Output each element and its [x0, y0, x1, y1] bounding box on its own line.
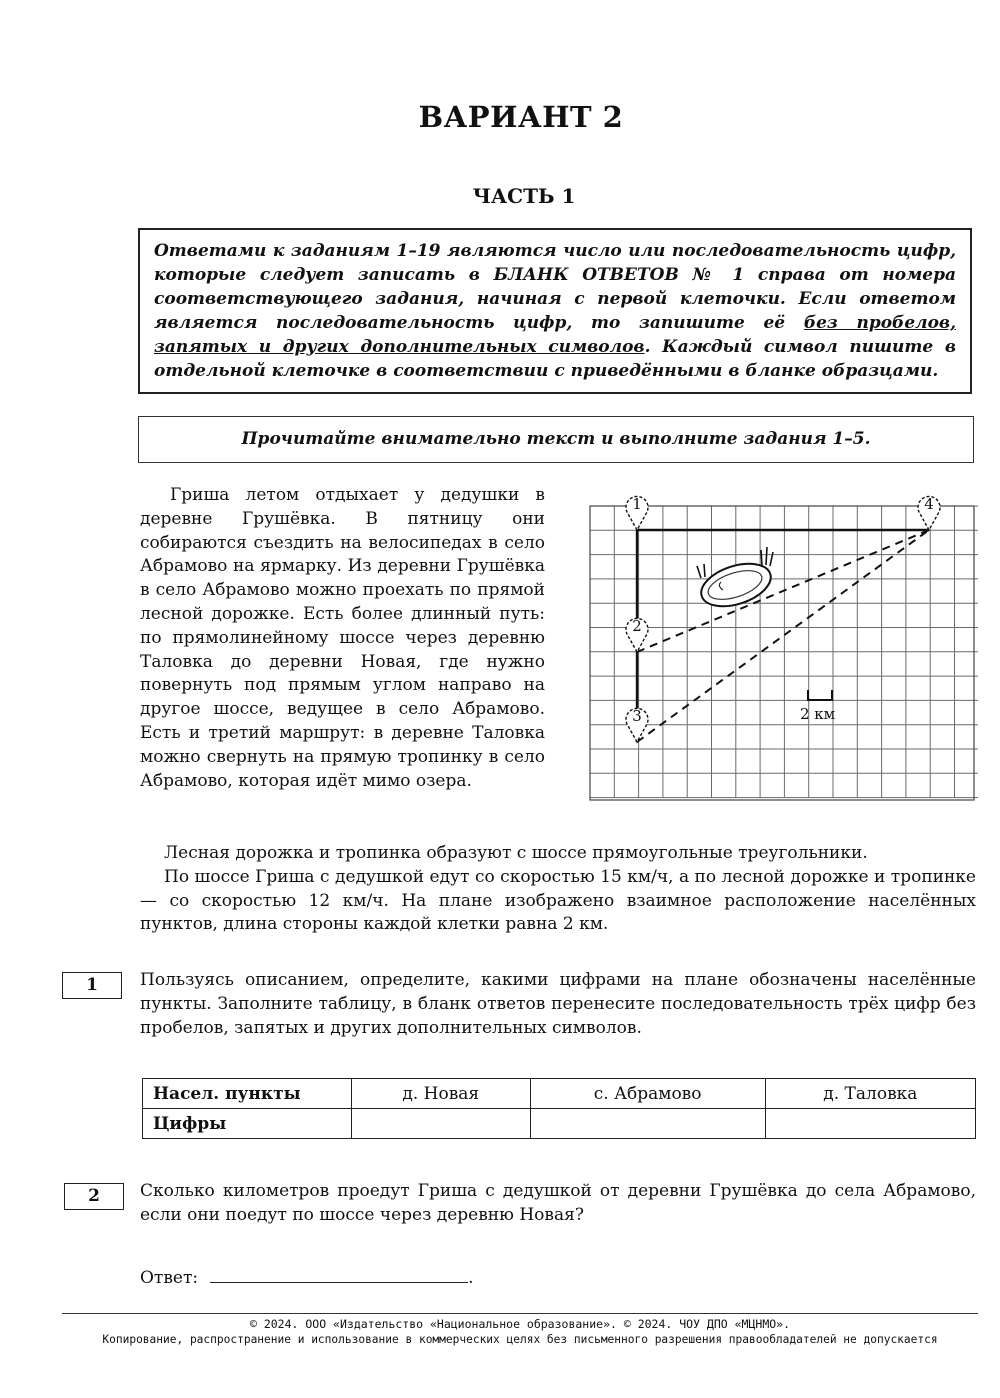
- task-1-number: 1: [62, 972, 122, 999]
- answer-label: Ответ:: [140, 1268, 199, 1288]
- story-paragraph-1: Гриша летом отдыхает у дедушки в деревне Грушёвка. В пятницу они собираются съездить на велосипедах в село Абрамово на ярмарку. Из деревни Грушёвка в село Абрамово можно проехать по прямой лесной дорожке. Есть более длинный путь: по прямолинейному шоссе через деревню Таловка до деревни Новая, где нужно повернуть под прямым углом направо на другое шоссе, ведущее в село Абрамово. Есть и третий маршрут: в деревне Таловка можно свернуть на прямую тропинку в село Абрамово, которая идёт мимо озера.: [140, 485, 545, 791]
- answer-line: Ответ: .: [140, 1264, 474, 1288]
- table-header-talovka: д. Таловка: [765, 1079, 975, 1109]
- map-grid: [590, 506, 978, 798]
- task-1-text: Пользуясь описанием, определите, какими цифрами на плане обозначены населённые пункты. Заполните таблицу, в бланк ответов перенесите последовательность трёх цифр без пробелов, запятых и других дополнительных символов.: [140, 970, 976, 1038]
- map-marker-4: [918, 495, 940, 530]
- story-continuation: [140, 842, 976, 937]
- footer-divider: [62, 1313, 978, 1314]
- instructions-underlined: без пробелов, запятых и других дополнительных символов: [154, 313, 956, 357]
- footer-notice: Копирование, распространение и использование в коммерческих целях без письменного разрешения правообладателей не допускается: [102, 1333, 938, 1346]
- instructions-box: [138, 228, 972, 394]
- table-header-abramovo: с. Абрамово: [530, 1079, 765, 1109]
- map-marker-1: [626, 495, 648, 530]
- story-paragraph-2: Лесная дорожка и тропинка образуют с шоссе прямоугольные треугольники.: [164, 843, 868, 863]
- task-2-number: 2: [64, 1183, 124, 1210]
- table-header-novaya: д. Новая: [352, 1079, 531, 1109]
- map-marker-label: 1: [632, 495, 642, 513]
- lake-path: [637, 530, 929, 742]
- scale-label: 2 км: [800, 705, 836, 723]
- answer-cell-talovka[interactable]: [765, 1109, 975, 1139]
- map-marker-label: 3: [632, 707, 642, 725]
- table-row-header-digits: Цифры: [143, 1109, 352, 1139]
- story-paragraph-3: По шоссе Гриша с дедушкой едут со скоростью 15 км/ч, а по лесной дорожке и тропинке — со скоростью 12 км/ч. На плане изображено взаимное расположение населённых пунктов, длина стороны каждой клетки равна 2 км.: [140, 866, 976, 935]
- map-marker-label: 4: [924, 495, 934, 513]
- read-prompt-box: Прочитайте внимательно текст и выполните задания 1–5.: [138, 416, 974, 463]
- answer-input-line[interactable]: [210, 1264, 468, 1283]
- answer-cell-abramovo[interactable]: [530, 1109, 765, 1139]
- map-marker-3: [626, 707, 648, 742]
- task-2-text: Сколько километров проедут Гриша с дедушкой от деревни Грушёвка до села Абрамово, если они поедут по шоссе через деревню Новая?: [140, 1181, 976, 1225]
- map-marker-2: [626, 617, 648, 652]
- instructions-text: Ответами к заданиям 1–19 являются число или последовательность цифр, которые следует записать в БЛАНК ОТВЕТОВ № 1 справа от номера соответствующего задания, начиная с первой клеточки. Если ответом является последовательность цифр, то запишите её: [154, 241, 956, 333]
- map-marker-label: 2: [632, 617, 642, 635]
- footer-copyright: © 2024. ООО «Издательство «Национальное образование». © 2024. ЧОУ ДПО «МЦНМО».: [249, 1317, 791, 1331]
- answer-table: [142, 1078, 976, 1139]
- answer-cell-novaya[interactable]: [352, 1109, 531, 1139]
- instructions-text-end: . Каждый символ пишите в отдельной клеточке в соответствии с приведёнными в бланке образцами.: [154, 337, 956, 381]
- scale-bar: [808, 690, 832, 700]
- table-row-header-settlements: Насел. пункты: [143, 1079, 352, 1109]
- forest-road: [637, 530, 929, 652]
- page-title: ВАРИАНТ 2: [418, 100, 624, 134]
- village-map: [586, 486, 978, 802]
- part-heading: ЧАСТЬ 1: [472, 184, 576, 208]
